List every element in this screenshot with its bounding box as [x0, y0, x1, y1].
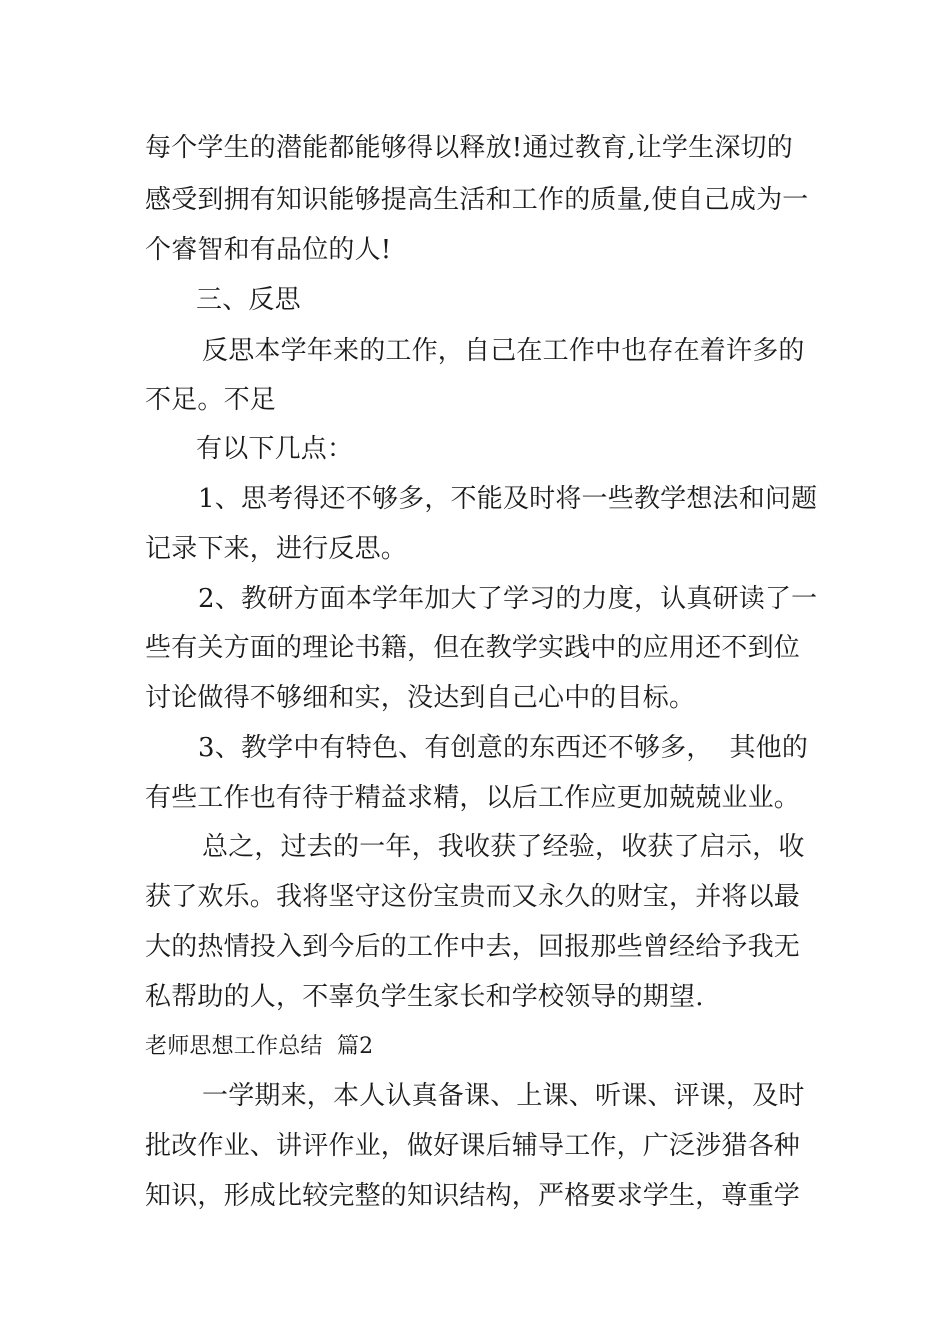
- paragraph-line: 讨论做得不够细和实，没达到自己心中的目标。: [145, 683, 696, 713]
- list-item: 1、思考得还不够多，不能及时将一些教学想法和问题: [198, 484, 818, 514]
- paragraph-line: 一学期来，本人认真备课、上课、听课、评课，及时: [202, 1081, 805, 1111]
- paragraph-line: 大的热情投入到今后的工作中去，回报那些曾经给予我无: [145, 932, 801, 962]
- paragraph-line: 有以下几点：: [196, 434, 354, 464]
- paragraph-line: 有些工作也有待于精益求精，以后工作应更加兢兢业业。: [145, 783, 801, 813]
- paragraph-line: 些有关方面的理论书籍，但在教学实践中的应用还不到位: [145, 633, 801, 663]
- paragraph-line: 感受到拥有知识能够提高生活和工作的质量,使自己成为一: [145, 185, 809, 215]
- paragraph-line: 个睿智和有品位的人!: [145, 235, 392, 265]
- paragraph-line: 批改作业、讲评作业，做好课后辅导工作，广泛涉猎各种: [145, 1131, 801, 1161]
- paragraph-line: 不足。不足: [145, 385, 277, 415]
- paragraph-line: 每个学生的潜能都能够得以释放!通过教育,让学生深切的: [145, 133, 793, 163]
- section-title: 老师思想工作总结 篇2: [145, 1034, 374, 1059]
- paragraph-line: 反思本学年来的工作，自己在工作中也存在着许多的: [202, 336, 805, 366]
- section-heading: 三、反思: [196, 285, 301, 315]
- list-item: 3、教学中有特色、有创意的东西还不够多， 其他的: [198, 733, 809, 763]
- list-item: 2、教研方面本学年加大了学习的力度，认真研读了一: [198, 584, 818, 614]
- paragraph-line: 获了欢乐。我将坚守这份宝贵而又永久的财宝，并将以最: [145, 882, 801, 912]
- paragraph-line: 记录下来，进行反思。: [145, 534, 408, 564]
- paragraph-line: 总之，过去的一年，我收获了经验，收获了启示，收: [202, 832, 805, 862]
- paragraph-line: 知识，形成比较完整的知识结构，严格要求学生，尊重学: [145, 1181, 801, 1211]
- paragraph-line: 私帮助的人，不辜负学生家长和学校领导的期望.: [145, 982, 704, 1012]
